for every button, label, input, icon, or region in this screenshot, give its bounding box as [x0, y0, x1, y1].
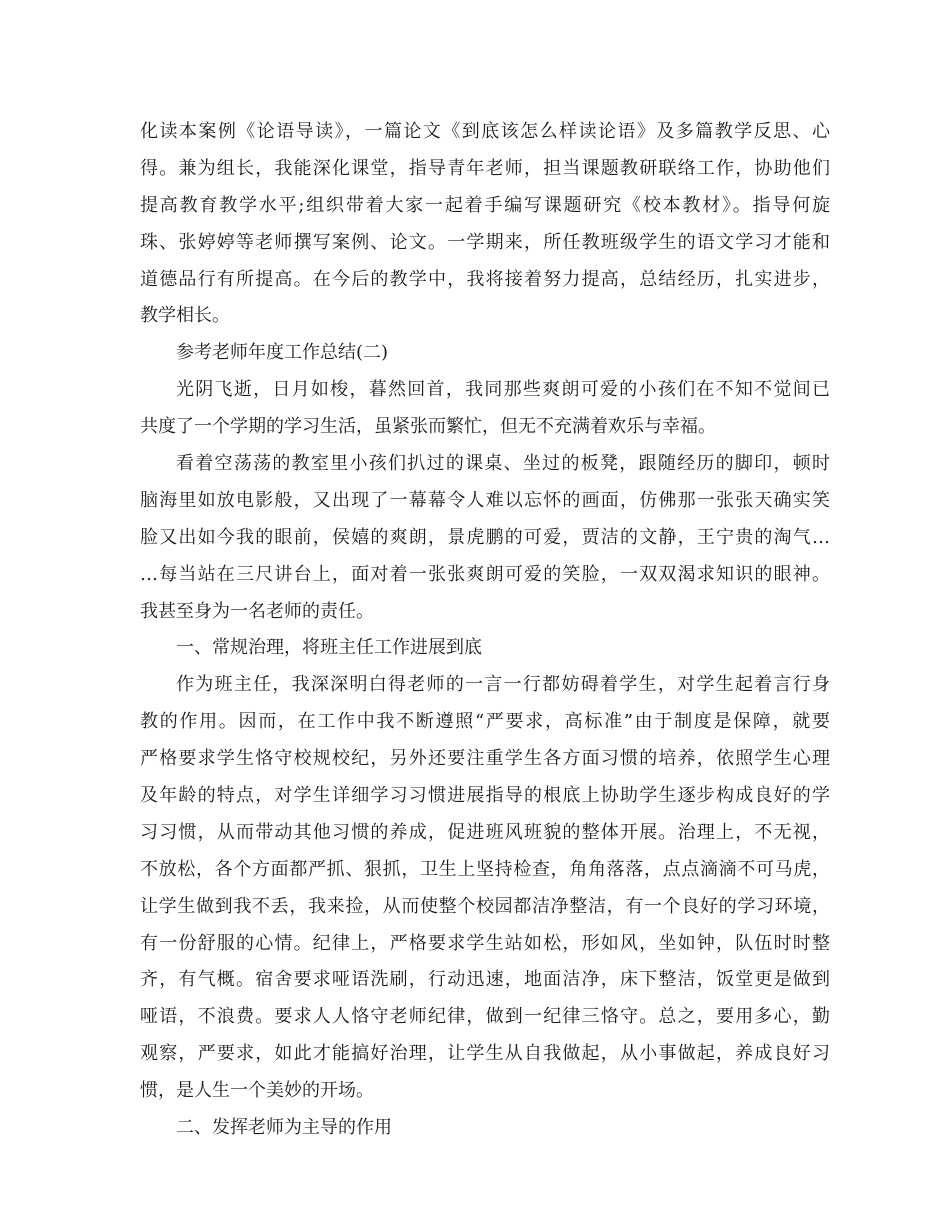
paragraph-line: 作为班主任，我深深明白得老师的一言一行都妨碍着学生，对学生起着言行身	[176, 674, 830, 696]
section-heading: 参考老师年度工作总结(二)	[176, 342, 389, 364]
paragraph-line: …每当站在三尺讲台上，面对着一张张爽朗可爱的笑脸，一双双渴求知识的眼神。	[140, 563, 830, 585]
paragraph-line: 不放松，各个方面都严抓、狠抓，卫生上坚持检查，角角落落，点点滴滴不可马虎，	[140, 858, 830, 880]
section-heading: 一、常规治理，将班主任工作进展到底	[176, 637, 482, 659]
paragraph-line: 得。兼为组长，我能深化课堂，指导青年老师，担当课题教研联络工作，协助他们	[140, 157, 830, 179]
paragraph-line: 惯，是人生一个美妙的开场。	[140, 1080, 374, 1102]
paragraph-line: 习习惯，从而带动其他习惯的养成，促进班风班貌的整体开展。治理上，不无视，	[140, 821, 830, 843]
body-text	[140, 114, 830, 1147]
paragraph-line: 哑语，不浪费。要求人人恪守老师纪律，做到一纪律三恪守。总之，要用多心，勤	[140, 1006, 830, 1028]
paragraph-line: 珠、张婷婷等老师撰写案例、论文。一学期来，所任教班级学生的语文学习才能和	[140, 231, 830, 253]
paragraph-line: 让学生做到我不丢，我来捡，从而使整个校园都洁净整洁，有一个良好的学习环境，	[140, 895, 830, 917]
paragraph-line: 化读本案例《论语导读》，一篇论文《到底该怎么样读论语》及多篇教学反思、心	[140, 121, 830, 142]
section-heading: 二、发挥老师为主导的作用	[176, 1117, 392, 1139]
paragraph-line: 教的作用。因而，在工作中我不断遵照“严要求，高标准”由于制度是保障，就要	[140, 711, 830, 733]
paragraph-line: 观察，严要求，如此才能搞好治理，让学生从自我做起，从小事做起，养成良好习	[140, 1043, 830, 1065]
paragraph-line: 教学相长。	[140, 305, 230, 327]
paragraph-line: 脸又出如今我的眼前，侯嬉的爽朗，景虎鹏的可爱，贾洁的文静，王宁贵的淘气…	[140, 526, 830, 548]
paragraph-line: 脑海里如放电影般，又出现了一幕幕令人难以忘怀的画面，仿佛那一张张天确实笑	[140, 489, 830, 511]
paragraph-line: 共度了一个学期的学习生活，虽紧张而繁忙，但无不充满着欢乐与幸福。	[140, 416, 716, 438]
paragraph-line: 齐，有气概。宿舍要求哑语洗刷，行动迅速，地面洁净，床下整洁，饭堂更是做到	[140, 969, 830, 991]
paragraph-line: 看着空荡荡的教室里小孩们扒过的课桌、坐过的板凳，跟随经历的脚印，顿时	[176, 453, 830, 475]
paragraph-line: 道德品行有所提高。在今后的教学中，我将接着努力提高，总结经历，扎实进步，	[140, 268, 830, 290]
paragraph-line: 有一份舒服的心情。纪律上，严格要求学生站如松，形如风，坐如钟，队伍时时整	[140, 932, 830, 954]
paragraph-line: 光阴飞逝，日月如梭，暮然回首，我同那些爽朗可爱的小孩们在不知不觉间已	[176, 379, 830, 401]
paragraph-line: 提高教育教学水平;组织带着大家一起着手编写课题研究《校本教材》。指导何旋	[140, 194, 830, 216]
paragraph-line: 及年龄的特点，对学生详细学习习惯进展指导的根底上协助学生逐步构成良好的学	[140, 785, 830, 807]
paragraph-line: 严格要求学生恪守校规校纪，另外还要注重学生各方面习惯的培养，依照学生心理	[140, 748, 830, 770]
paragraph-line: 我甚至身为一名老师的责任。	[140, 600, 374, 622]
